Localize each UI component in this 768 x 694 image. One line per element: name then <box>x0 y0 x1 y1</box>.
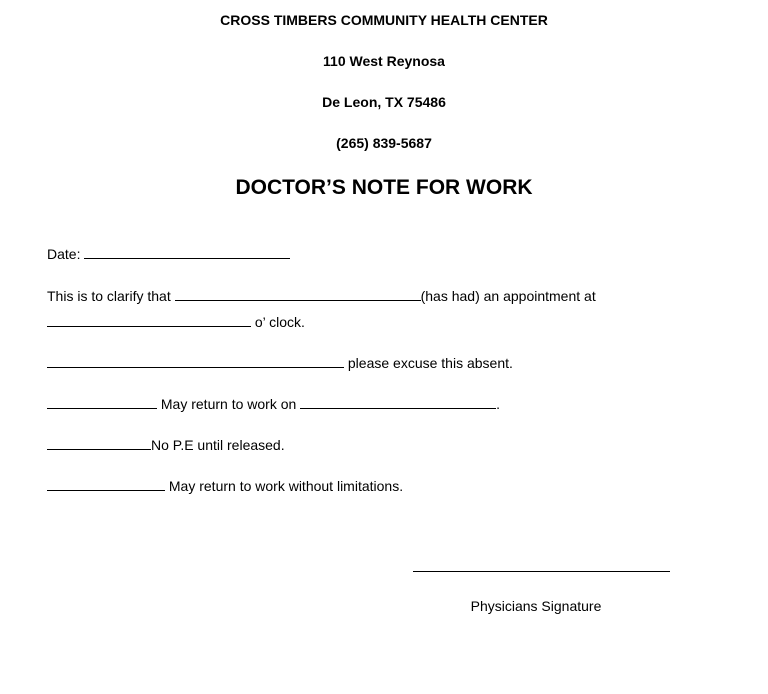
return-on-text: May return to work on <box>160 396 297 412</box>
no-pe-row <box>47 435 285 451</box>
date-label: Date: <box>47 246 81 262</box>
no-limit-check-blank[interactable] <box>47 476 165 491</box>
patient-name-blank[interactable] <box>175 286 421 301</box>
return-period: . <box>496 396 501 412</box>
appointment-time-blank[interactable] <box>47 312 251 327</box>
return-date-blank[interactable] <box>300 394 496 409</box>
phone-number: (265) 839-5687 <box>336 135 432 151</box>
date-row <box>47 244 290 260</box>
address-city: De Leon, TX 75486 <box>322 94 446 110</box>
no-pe-text: No P.E until released. <box>151 437 285 453</box>
clarify-row <box>47 286 596 302</box>
clarify-prefix: This is to clarify that <box>47 288 171 304</box>
excuse-text: please excuse this absent. <box>347 355 513 371</box>
no-limit-row <box>47 476 403 492</box>
signature-line[interactable] <box>413 571 670 572</box>
signature-label: Physicians Signature <box>470 598 602 614</box>
time-row <box>47 312 305 328</box>
no-limit-text: May return to work without limitations. <box>168 478 404 494</box>
clock-suffix: o’ clock. <box>254 314 305 330</box>
excuse-name-blank[interactable] <box>47 353 344 368</box>
no-pe-check-blank[interactable] <box>47 435 151 450</box>
date-blank[interactable] <box>84 244 290 259</box>
document-title: DOCTOR’S NOTE FOR WORK <box>235 176 533 199</box>
clarify-suffix: (has had) an appointment at <box>420 288 596 304</box>
address-street: 110 West Reynosa <box>323 53 445 69</box>
organization-name: CROSS TIMBERS COMMUNITY HEALTH CENTER <box>220 12 548 28</box>
return-on-row <box>47 394 500 410</box>
excuse-row <box>47 353 513 369</box>
return-on-check-blank[interactable] <box>47 394 157 409</box>
